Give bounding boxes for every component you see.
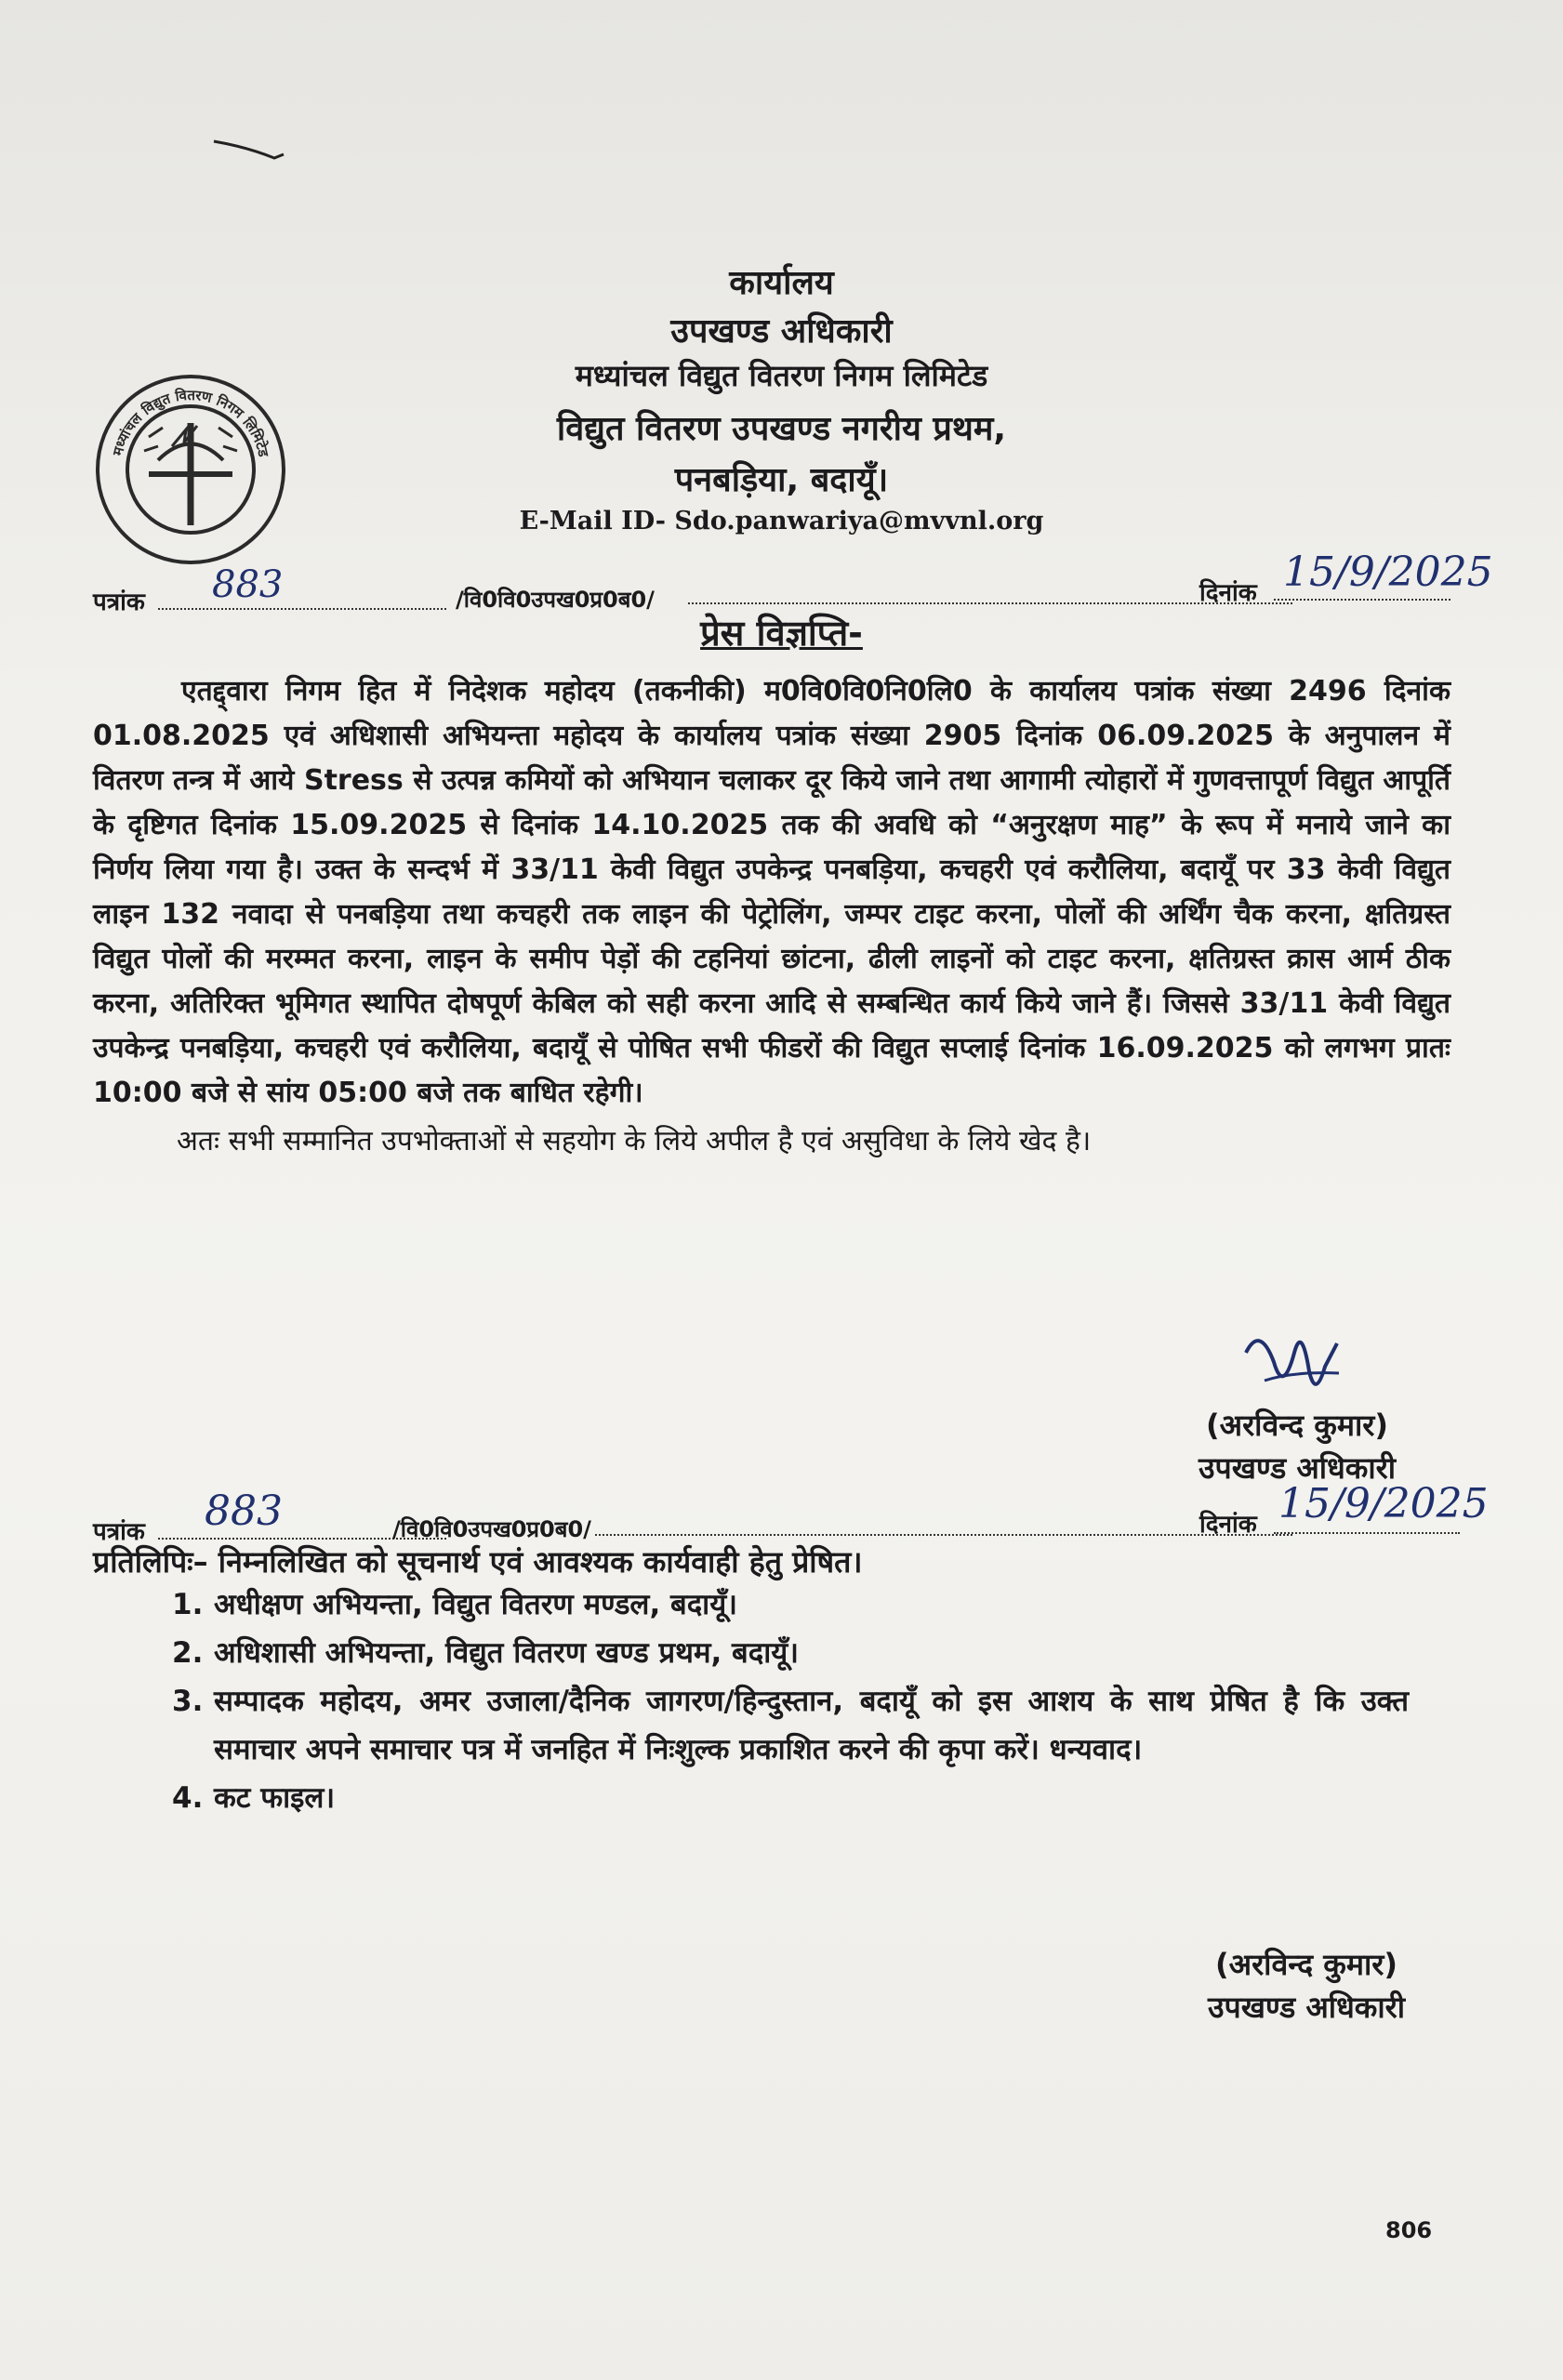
copy-heading: प्रतिलिपिः– निम्नलिखित को सूचनार्थ एवं आवश्यक कार्यवाही हेतु प्रेषित। [93, 1544, 863, 1580]
handwritten-signature [1227, 1316, 1358, 1418]
header-company: मध्यांचल विद्युत वितरण निगम लिमिटेड [575, 358, 988, 393]
copy-item [172, 1629, 1409, 1677]
ref-line-1 [93, 549, 1493, 616]
header-designation: उपखण्ड अधिकारी [670, 312, 893, 350]
patrank-2-value: 883 [205, 1488, 283, 1535]
dinank-value: 15/9/2025 [1283, 549, 1493, 596]
dinank-2-value: 15/9/2025 [1278, 1480, 1489, 1527]
body-paragraph-1: एतद्द्वारा निगम हित में निदेशक महोदय (तकनीकी) म0वि0वि0नि0लि0 के कार्यालय पत्रांक संख्या 2496 दिनांक 01.08.2025 एवं अधिशासी अभियन्ता महोदय के कार्यालय पत्रांक संख्या 2905 दिनांक 06.09.2025 के अनुपालन में वितरण तन्त्र में आये Stress से उत्पन्न कमियों को अभियान चलाकर दूर किये जाने तथा आगामी त्योहारों में गुणवत्तापूर्ण विद्युत आपूर्ति के दृष्टिगत दिनांक 15.09.2025 से दिनांक 14.10.2025 तक की अवधि को “अनुरक्षण माह” के रूप में मनाये जाने का निर्णय लिया गया है। उक्त के सन्दर्भ में 33/11 केवी विद्युत उपकेन्द्र पनबड़िया, कचहरी एवं करौलिया, बदायूँ पर 33 केवी विद्युत लाइन 132 नवादा से पनबड़िया तथा कचहरी तक लाइन की पेट्रोलिंग, जम्पर टाइट करना, पोलों की अर्थिंग चैक करना, क्षतिग्रस्त विद्युत पोलों की मरम्मत करना, लाइन के समीप पेड़ों की टहनियां छांटना, ढीली लाइनों को टाइट करना, क्षतिग्रस्त क्रास आर्म ठीक करना, अतिरिक्त भूमिगत स्थापित दोषपूर्ण केबिल को सही करना आदि से सम्बन्धित कार्य किये जाने हैं। जिससे 33/11 केवी विद्युत उपकेन्द्र पनबड़िया, कचहरी एवं करौलिया, बदायूँ से पोषित सभी फीडरों की विद्युत सप्लाई दिनांक 16.09.2025 को लगभग प्रातः 10:00 बजे से सांय 05:00 बजे तक बाधित रहेगी। [93, 675, 1450, 1109]
page-number: 806 [1385, 2217, 1433, 2243]
signature-2-name: (अरविन्द कुमार) [1215, 1947, 1397, 1982]
signature-1-designation: उपखण्ड अधिकारी [1198, 1450, 1396, 1486]
signature-1-block [1144, 1404, 1450, 1489]
seal-text: मध्यांचल विद्युत वितरण निगम लिमिटेड [109, 386, 272, 458]
patrank-value: 883 [212, 563, 284, 606]
copy-list [172, 1580, 1409, 1822]
signature-2-block [1153, 1943, 1460, 2029]
ref-2-suffix: /वि0वि0उपख0प्र0ब0/ [392, 1516, 591, 1542]
copy-item-number: 1. [172, 1588, 204, 1621]
ref-line-2 [93, 1480, 1489, 1546]
ref-2-middle-rule [595, 1534, 1292, 1536]
header-location: पनबड़िया, बदायूँ। [674, 461, 889, 499]
copy-item [172, 1774, 1409, 1822]
copy-item-number: 2. [172, 1636, 204, 1670]
body-paragraph-2: अतः सभी सम्मानित उपभोक्ताओं से सहयोग के लिये अपील है एवं असुविधा के लिये खेद है। [177, 1125, 1092, 1157]
dinank-2-label: दिनांक [1199, 1511, 1257, 1539]
header-office: कार्यालय [729, 264, 834, 302]
document-body [93, 669, 1450, 1164]
document-title: प्रेस विज्ञप्ति- [700, 613, 863, 654]
copy-item-text: कट फाइल। [214, 1781, 336, 1815]
dinank-2-rule [1274, 1532, 1460, 1534]
copy-item-text: अधीक्षण अभियन्ता, विद्युत वितरण मण्डल, बदायूँ। [214, 1588, 737, 1621]
signature-2-designation: उपखण्ड अधिकारी [1207, 1990, 1405, 2025]
pen-stroke-mark [209, 130, 302, 167]
copy-item-text: सम्पादक महोदय, अमर उजाला/दैनिक जागरण/हिन्दुस्तान, बदायूँ को इस आशय के साथ प्रेषित है कि उक्त समाचार अपने समाचार पत्र में जनहित में निःशुल्क प्रकाशित करने की कृपा करें। धन्यवाद। [214, 1685, 1409, 1766]
copy-item-text: अधिशासी अभियन्ता, विद्युत वितरण खण्ड प्रथम, बदायूँ। [214, 1636, 799, 1670]
copy-item-number: 3. [172, 1685, 204, 1718]
patrank-label: पत्रांक [93, 588, 145, 616]
header-subdivision: विद्युत वितरण उपखण्ड नगरीय प्रथम, [556, 410, 1007, 448]
dinank-label: दिनांक [1199, 579, 1257, 607]
copy-item-number: 4. [172, 1781, 204, 1815]
copy-item [172, 1580, 1409, 1629]
patrank-2-label: पत्रांक [93, 1518, 145, 1546]
dinank-rule [1274, 599, 1450, 601]
signature-1-name: (अरविन्द कुमार) [1206, 1408, 1388, 1443]
ref-suffix: /वि0वि0उपख0प्र0ब0/ [456, 587, 655, 613]
header-email: E-Mail ID- Sdo.panwariya@mvvnl.org [519, 507, 1044, 536]
copy-item [172, 1677, 1409, 1774]
